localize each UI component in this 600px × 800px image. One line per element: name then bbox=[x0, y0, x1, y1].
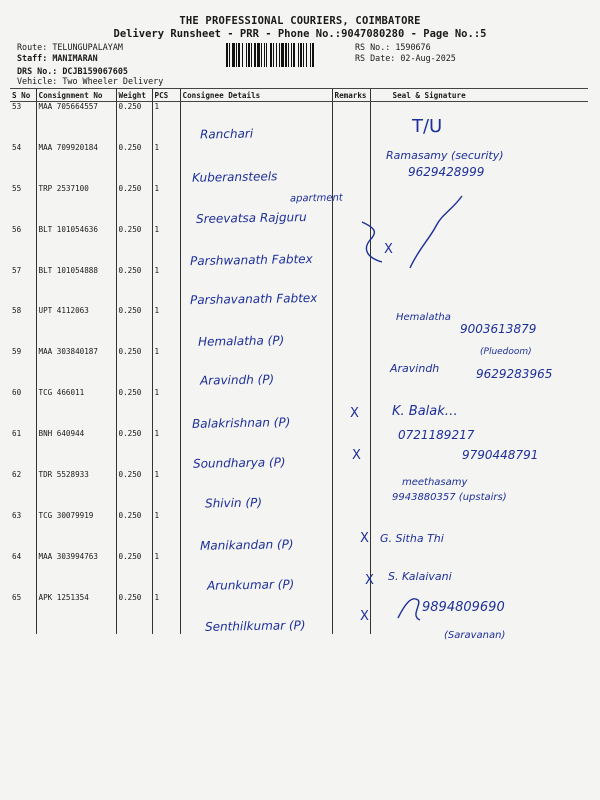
barcode-bar bbox=[306, 43, 307, 67]
row-sno: 53 bbox=[12, 102, 22, 111]
drs-label: DRS No.: bbox=[17, 66, 58, 76]
row-consignment-no: TCG 30079919 bbox=[36, 511, 116, 552]
route-label: Route: bbox=[17, 42, 48, 52]
barcode-bar bbox=[281, 43, 284, 67]
barcode-bar bbox=[229, 43, 230, 67]
row-pcs: 1 bbox=[152, 593, 180, 634]
hw-consignee-62: Shivin (P) bbox=[204, 495, 263, 511]
row-sno: 58 bbox=[12, 306, 22, 316]
hw-signature-65-phone: 9894809690 bbox=[422, 600, 505, 615]
row-weight: 0.250 bbox=[116, 511, 152, 552]
barcode-bar bbox=[291, 43, 292, 67]
barcode-bar bbox=[246, 43, 247, 67]
barcode-bar bbox=[248, 43, 250, 67]
row-remarks bbox=[332, 184, 370, 225]
row-weight: 0.250 bbox=[116, 429, 152, 470]
row-seal-signature bbox=[370, 102, 588, 143]
hw-signature-59-name: Aravindh bbox=[390, 362, 440, 375]
row-weight: 0.250 bbox=[116, 388, 152, 429]
hw-signature-63: G. Sitha Thi bbox=[380, 532, 444, 545]
row-sno: 59 bbox=[12, 347, 22, 357]
row-weight: 0.250 bbox=[116, 593, 152, 634]
barcode-bar bbox=[242, 43, 243, 67]
row-sno: 55 bbox=[12, 183, 22, 193]
hw-signature-64: S. Kalaivani bbox=[388, 570, 452, 583]
barcode-bar bbox=[261, 43, 262, 67]
hw-signature-58-phone: 9003613879 bbox=[460, 322, 537, 336]
hw-consignee-59: Aravindh (P) bbox=[199, 372, 275, 388]
hw-consignee-58: Hemalatha (P) bbox=[197, 333, 285, 349]
row-remarks bbox=[332, 429, 370, 470]
hw-signature-60: K. Balak… bbox=[392, 404, 458, 419]
row-pcs: 1 bbox=[152, 470, 180, 511]
row-weight: 0.250 bbox=[116, 184, 152, 225]
hw-signature-62-name: meethasamy bbox=[402, 477, 468, 488]
col-consignment: Consignment No bbox=[36, 89, 116, 102]
row-consignment-no: BNH 640944 bbox=[36, 429, 116, 470]
barcode-bar bbox=[279, 43, 280, 67]
row-pcs: 1 bbox=[152, 388, 180, 429]
col-weight: Weight bbox=[116, 89, 152, 102]
row-remarks bbox=[332, 470, 370, 511]
rs-no-line bbox=[355, 42, 431, 52]
row-remarks bbox=[332, 143, 370, 184]
row-seal-signature bbox=[370, 266, 588, 307]
barcode-bar bbox=[266, 43, 267, 67]
row-remarks bbox=[332, 306, 370, 347]
barcode-bar bbox=[257, 43, 260, 67]
rs-date-value: 02-Aug-2025 bbox=[400, 53, 456, 63]
row-pcs: 1 bbox=[152, 347, 180, 388]
row-sno: 64 bbox=[12, 551, 22, 561]
table-row bbox=[10, 102, 588, 143]
barcode-bar bbox=[300, 43, 302, 67]
route-value: TELUNGUPALAYAM bbox=[52, 42, 123, 52]
row-sno: 54 bbox=[12, 142, 22, 152]
staff-label: Staff: bbox=[17, 53, 48, 63]
hw-consignee-54: Kuberansteels bbox=[191, 169, 278, 185]
row-sno: 57 bbox=[12, 265, 22, 275]
row-sno: 60 bbox=[12, 388, 22, 398]
runsheet-table bbox=[10, 88, 588, 634]
row-consignment-no: MAA 303840187 bbox=[36, 347, 116, 388]
hw-consignee-55-apartment: apartment bbox=[289, 192, 343, 205]
row-weight: 0.250 bbox=[116, 552, 152, 593]
row-remarks bbox=[332, 225, 370, 266]
hw-signature-54-phone: 9629428999 bbox=[408, 165, 485, 179]
barcode-bar bbox=[270, 43, 272, 67]
barcode-bar bbox=[293, 43, 295, 67]
barcode-bar bbox=[288, 43, 289, 67]
hw-remark-63: X bbox=[360, 531, 369, 546]
col-pcs: PCS bbox=[152, 89, 180, 102]
hw-remark-61: X bbox=[352, 448, 361, 463]
row-weight: 0.250 bbox=[116, 102, 152, 143]
row-sno: 56 bbox=[12, 224, 22, 234]
row-consignment-no: TRP 2537100 bbox=[36, 184, 116, 225]
hw-remark-64: X bbox=[365, 573, 374, 588]
row-weight: 0.250 bbox=[116, 306, 152, 347]
hw-consignee-60: Balakrishnan (P) bbox=[191, 415, 291, 431]
row-sno: 65 bbox=[12, 592, 22, 602]
row-weight: 0.250 bbox=[116, 470, 152, 511]
row-remarks bbox=[332, 102, 370, 143]
row-pcs: 1 bbox=[152, 184, 180, 225]
drs-value: DCJB159067605 bbox=[62, 66, 128, 76]
hw-signature-61-a: 0721189217 bbox=[398, 428, 475, 442]
row-consignment-no: TDR 5528933 bbox=[36, 470, 116, 511]
row-consignment-no: MAA 303994763 bbox=[36, 552, 116, 593]
barcode-bar bbox=[285, 43, 287, 67]
hw-signature-59-phone: 9629283965 bbox=[476, 367, 553, 381]
rs-date-label: RS Date: bbox=[355, 53, 396, 63]
col-seal-signature: Seal & Signature bbox=[370, 89, 588, 102]
table-header-row bbox=[10, 89, 588, 102]
staff-line bbox=[17, 53, 98, 63]
rs-no-label: RS No.: bbox=[355, 42, 391, 52]
col-remarks: Remarks bbox=[332, 89, 370, 102]
table-row bbox=[10, 552, 588, 593]
barcode-bar bbox=[298, 43, 299, 67]
row-pcs: 1 bbox=[152, 266, 180, 307]
vehicle-line bbox=[17, 76, 163, 86]
hw-consignee-65: Senthilkumar (P) bbox=[204, 618, 306, 634]
barcode-bar bbox=[303, 43, 304, 67]
hw-consignee-53: Ranchari bbox=[199, 126, 254, 142]
barcode bbox=[226, 43, 350, 67]
row-remarks bbox=[332, 347, 370, 388]
row-pcs: 1 bbox=[152, 143, 180, 184]
barcode-bar bbox=[273, 43, 274, 67]
row-seal-signature bbox=[370, 184, 588, 225]
row-sno: 63 bbox=[12, 510, 22, 520]
barcode-bar bbox=[264, 43, 265, 67]
hw-consignee-61: Soundharya (P) bbox=[192, 455, 286, 471]
staff-value: MANIMARAN bbox=[52, 53, 98, 63]
row-pcs: 1 bbox=[152, 429, 180, 470]
company-title: THE PROFESSIONAL COURIERS, COIMBATORE bbox=[179, 15, 421, 27]
row-weight: 0.250 bbox=[116, 143, 152, 184]
row-sno: 61 bbox=[12, 429, 22, 439]
barcode-bar bbox=[254, 43, 256, 67]
row-pcs: 1 bbox=[152, 225, 180, 266]
barcode-bar bbox=[276, 43, 277, 67]
row-consignment-no: BLT 101054888 bbox=[36, 266, 116, 307]
row-sno: 62 bbox=[12, 470, 22, 480]
rs-no-value: 1590676 bbox=[395, 42, 431, 52]
row-remarks bbox=[332, 266, 370, 307]
row-consignment-no: APK 1251354 bbox=[36, 593, 116, 634]
barcode-bar bbox=[226, 43, 228, 67]
hw-signature-59-note: (Pluedoom) bbox=[480, 347, 532, 357]
row-consignment-no: UPT 4112063 bbox=[36, 306, 116, 347]
hw-signature-65-name: (Saravanan) bbox=[444, 630, 506, 641]
hw-signature-58-name: Hemalatha bbox=[396, 312, 451, 323]
row-consignment-no: TCG 466011 bbox=[36, 388, 116, 429]
row-weight: 0.250 bbox=[116, 347, 152, 388]
hw-consignee-64: Arunkumar (P) bbox=[206, 577, 295, 593]
col-consignee: Consignee Details bbox=[180, 89, 332, 102]
row-consignment-no: BLT 101054636 bbox=[36, 225, 116, 266]
hw-remark-65: X bbox=[360, 609, 369, 624]
row-pcs: 1 bbox=[152, 306, 180, 347]
barcode-bar bbox=[238, 43, 240, 67]
barcode-bar bbox=[312, 43, 314, 67]
hw-remark-56: X bbox=[384, 242, 393, 257]
row-pcs: 1 bbox=[152, 102, 180, 143]
col-sno: S No bbox=[10, 89, 36, 102]
row-seal-signature bbox=[370, 225, 588, 266]
vehicle-label: Vehicle: bbox=[17, 76, 58, 86]
row-weight: 0.250 bbox=[116, 225, 152, 266]
hw-signature-62-phone: 9943880357 (upstairs) bbox=[392, 492, 507, 503]
row-weight: 0.250 bbox=[116, 266, 152, 307]
hw-consignee-63: Manikandan (P) bbox=[199, 537, 294, 553]
row-consignment-no: MAA 705664557 bbox=[36, 102, 116, 143]
hw-signature-61-b: 9790448791 bbox=[462, 448, 539, 462]
rs-date-line bbox=[355, 53, 456, 63]
barcode-bar bbox=[236, 43, 237, 67]
barcode-bar bbox=[232, 43, 235, 67]
hw-signature-53: T/U bbox=[412, 116, 443, 137]
hw-remark-60: X bbox=[350, 406, 359, 421]
runsheet-subtitle: Delivery Runsheet - PRR - Phone No.:9047080280 - Page No.:5 bbox=[113, 28, 487, 40]
barcode-bar bbox=[251, 43, 252, 67]
row-pcs: 1 bbox=[152, 511, 180, 552]
hw-consignee-56: Parshwanath Fabtex bbox=[189, 251, 313, 269]
row-consignment-no: MAA 709920184 bbox=[36, 143, 116, 184]
table-row bbox=[10, 388, 588, 429]
route-line bbox=[17, 42, 123, 52]
table-row bbox=[10, 470, 588, 511]
row-pcs: 1 bbox=[152, 552, 180, 593]
hw-consignee-55: Sreevatsa Rajguru bbox=[195, 210, 307, 226]
hw-consignee-57: Parshavanath Fabtex bbox=[189, 290, 318, 308]
drs-line bbox=[17, 66, 128, 76]
table-row bbox=[10, 511, 588, 552]
vehicle-value: Two Wheeler Delivery bbox=[62, 76, 164, 86]
hw-signature-54-name: Ramasamy (security) bbox=[386, 149, 504, 162]
barcode-bar bbox=[310, 43, 311, 67]
